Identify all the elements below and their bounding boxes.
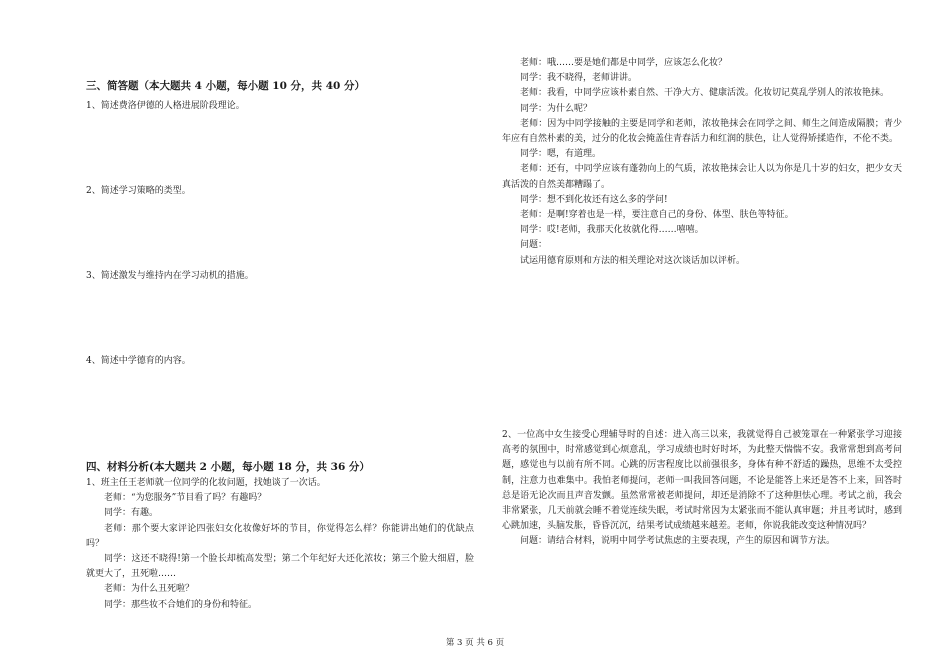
dialogue-line: 老师：“为您服务”节目看了吗？有趣吗？ bbox=[104, 493, 267, 504]
section-4-title: 四、材料分析(本大题共 2 小题，每小题 18 分，共 36 分） bbox=[86, 461, 370, 473]
dialogue-line: 同学：为什么呢？ bbox=[520, 103, 593, 114]
dialogue-line: 同学：这还不晓得!第一个脸长却梳高发型；第二个年纪好大还化浓妆；第三个脸大细眉，脸就更大了，丑死啦…… bbox=[86, 554, 474, 580]
dialogue-line: 同学：哎!老师，我那天化妆就化得……嘻嘻。 bbox=[520, 225, 704, 236]
dialogue-line: 老师：还有，中同学应该有蓬勃向上的气质，浓妆艳抹会让人以为你是几十岁的妇女，把少女天真活泼的自然美都糟蹋了。 bbox=[502, 164, 902, 190]
question-1: 1、简述费洛伊德的人格进展阶段理论。 bbox=[86, 101, 245, 111]
section-3-title: 三、简答题（本大题共 4 小题，每小题 10 分，共 40 分） bbox=[86, 80, 365, 92]
material-1-continued bbox=[502, 56, 902, 269]
material-2-question: 问题：请结合材料，说明中同学考试焦虑的主要表现，产生的原因和调节方法。 bbox=[520, 536, 836, 547]
dialogue-line: 同学：有趣。 bbox=[104, 508, 159, 519]
dialogue-line: 老师：是啊!穿着也是一样，要注意自己的身份、体型、肤色等特征。 bbox=[520, 210, 794, 221]
question-prompt: 试运用德育原则和方法的相关理论对这次谈话加以评析。 bbox=[520, 255, 746, 266]
dialogue-line: 同学：嗯，有道理。 bbox=[520, 149, 602, 160]
material-1-start bbox=[86, 476, 474, 613]
material-2 bbox=[502, 428, 902, 550]
dialogue-line: 同学：想不到化妆还有这么多的学问! bbox=[520, 194, 668, 205]
question-2: 2、简述学习策略的类型。 bbox=[86, 186, 191, 196]
material-2-text: 2、一位高中女生接受心理辅导时的自述：进入高三以来，我就觉得自己被笼罩在一种紧张学习迎接高考的氛围中，时常感觉到心烦意乱，学习成绩也时好时坏，为此整天惴惴不安。我常常想到高考问题，感觉也与以前有所不同。心跳的厉害程度比以前强很多，身体有种不舒适的躁热，思维不太受控制，注意力也难集中。我怕老师提问，老师一叫我回答问题，不论是能答上来还是答不上来，回答时总是语无论次而且声音发颤。虽然常常被老师提问，却还是消除不了这种胆怯心理。考试之前，我会非常紧张，几天前就会睡不着觉连续失眠，考试时常因为太紧张而不能认真审题；并且考试时，感到心跳加速，头脑发胀，昏昏沉沉，结果考试成绩越来越差。老师，你说我能改变这种情况吗？ bbox=[502, 430, 902, 532]
dialogue-line: 同学：我不晓得，老师讲讲。 bbox=[520, 73, 638, 84]
question-3: 3、简述激发与维持内在学习动机的措施。 bbox=[86, 271, 254, 281]
dialogue-line: 老师：我看，中同学应该朴素自然、干净大方、健康活泼。化妆切记莫乱学别人的浓妆艳抹。 bbox=[520, 88, 890, 99]
dialogue-line: 老师：那个要大家评论四张妇女化妆像好坏的节目，你觉得怎么样？你能讲出她们的优缺点吗？ bbox=[86, 523, 474, 549]
question-4: 4、简述中学德育的内容。 bbox=[86, 356, 191, 366]
question-label: 问题： bbox=[520, 240, 548, 251]
material-1-intro: 1、班主任王老师就一位同学的化妆问题，找她谈了一次话。 bbox=[86, 478, 326, 488]
dialogue-line: 老师：因为中同学接触的主要是同学和老师，浓妆艳抹会在同学之间、师生之间造成隔膜；青少年应有自然朴素的美，过分的化妆会掩盖住青春活力和红润的肤色，让人觉得矫揉造作，不伦不类。 bbox=[502, 118, 902, 145]
dialogue-line: 老师：为什么丑死啦？ bbox=[104, 584, 195, 595]
dialogue-line: 老师：哦……要是她们都是中同学，应该怎么化妆？ bbox=[520, 58, 728, 68]
page-number: 第 3 页 共 6 页 bbox=[445, 638, 505, 648]
dialogue-line: 同学：那些妆不合她们的身份和特征。 bbox=[104, 599, 258, 610]
